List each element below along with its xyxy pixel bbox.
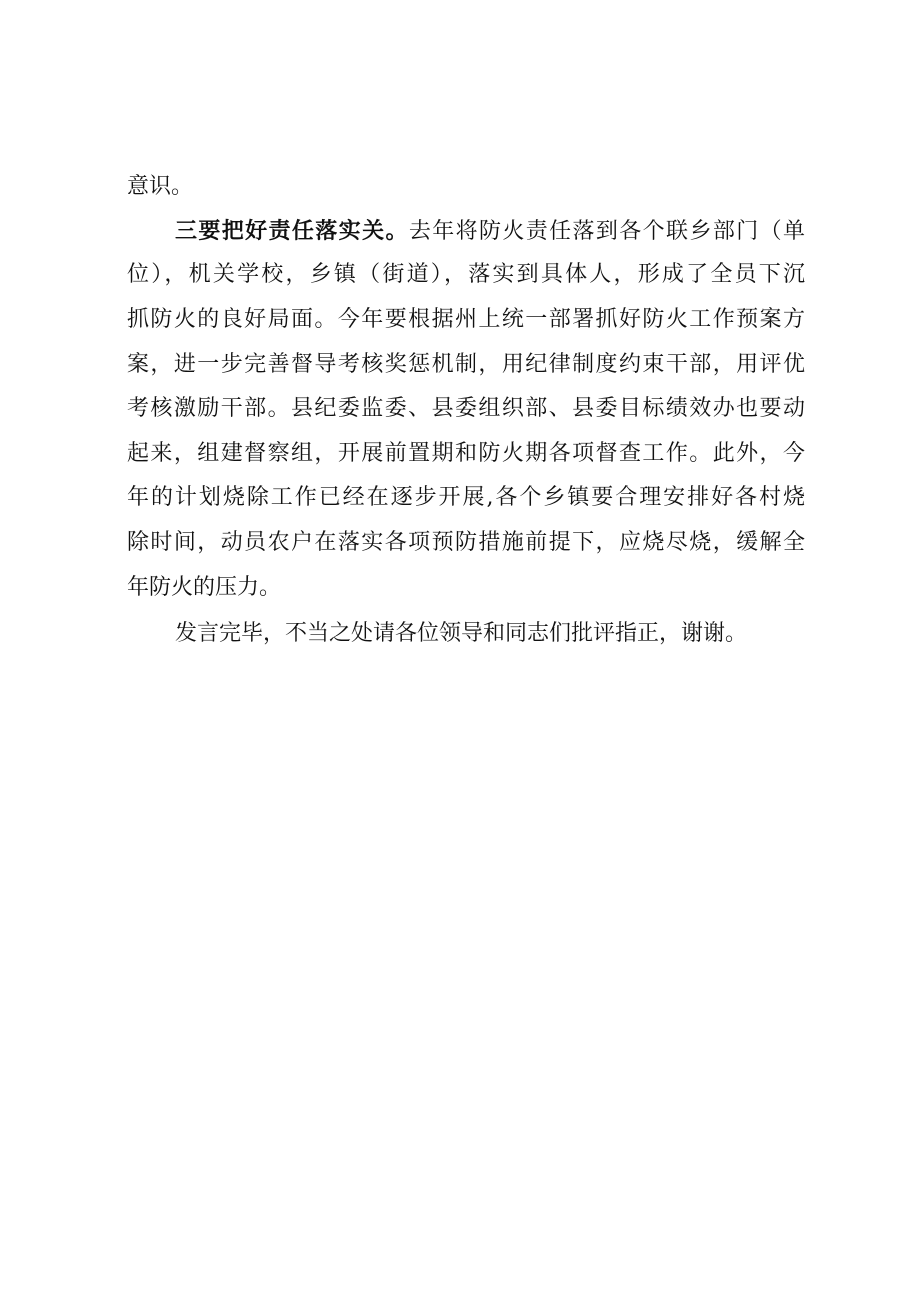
section-heading: 三要把好责任落实关。 [175, 218, 409, 244]
text-line-10: 年防火的压力。 [127, 575, 282, 600]
text-line-1: 意识。 [127, 174, 194, 199]
text-line-6: 考核激励干部。县纪委监委、县委组织部、县委目标绩效办也要动 [127, 396, 807, 421]
text-line-3: 位），机关学校，乡镇（街道），落实到具体人，形成了全员下沉 [127, 262, 808, 287]
text-line-2 [175, 216, 806, 247]
text-line-7: 起来，组建督察组，开展前置期和防火期各项督查工作。此外，今 [127, 441, 807, 466]
text-line-9: 除时间，动员农户在落实各项预防措施前提下，应烧尽烧，缓解全 [127, 530, 807, 555]
text-line-5: 案，进一步完善督导考核奖惩机制，用纪律制度约束干部，用评优 [127, 352, 807, 377]
closing-line: 发言完毕，不当之处请各位领导和同志们批评指正，谢谢。 [175, 621, 748, 646]
text-line-2-body: 去年将防火责任落到各个联乡部门（单 [408, 219, 807, 244]
text-line-8: 年的计划烧除工作已经在逐步开展,各个乡镇要合理安排好各村烧 [127, 485, 807, 510]
text-line-4: 抓防火的良好局面。今年要根据州上统一部署抓好防火工作预案方 [127, 307, 807, 332]
